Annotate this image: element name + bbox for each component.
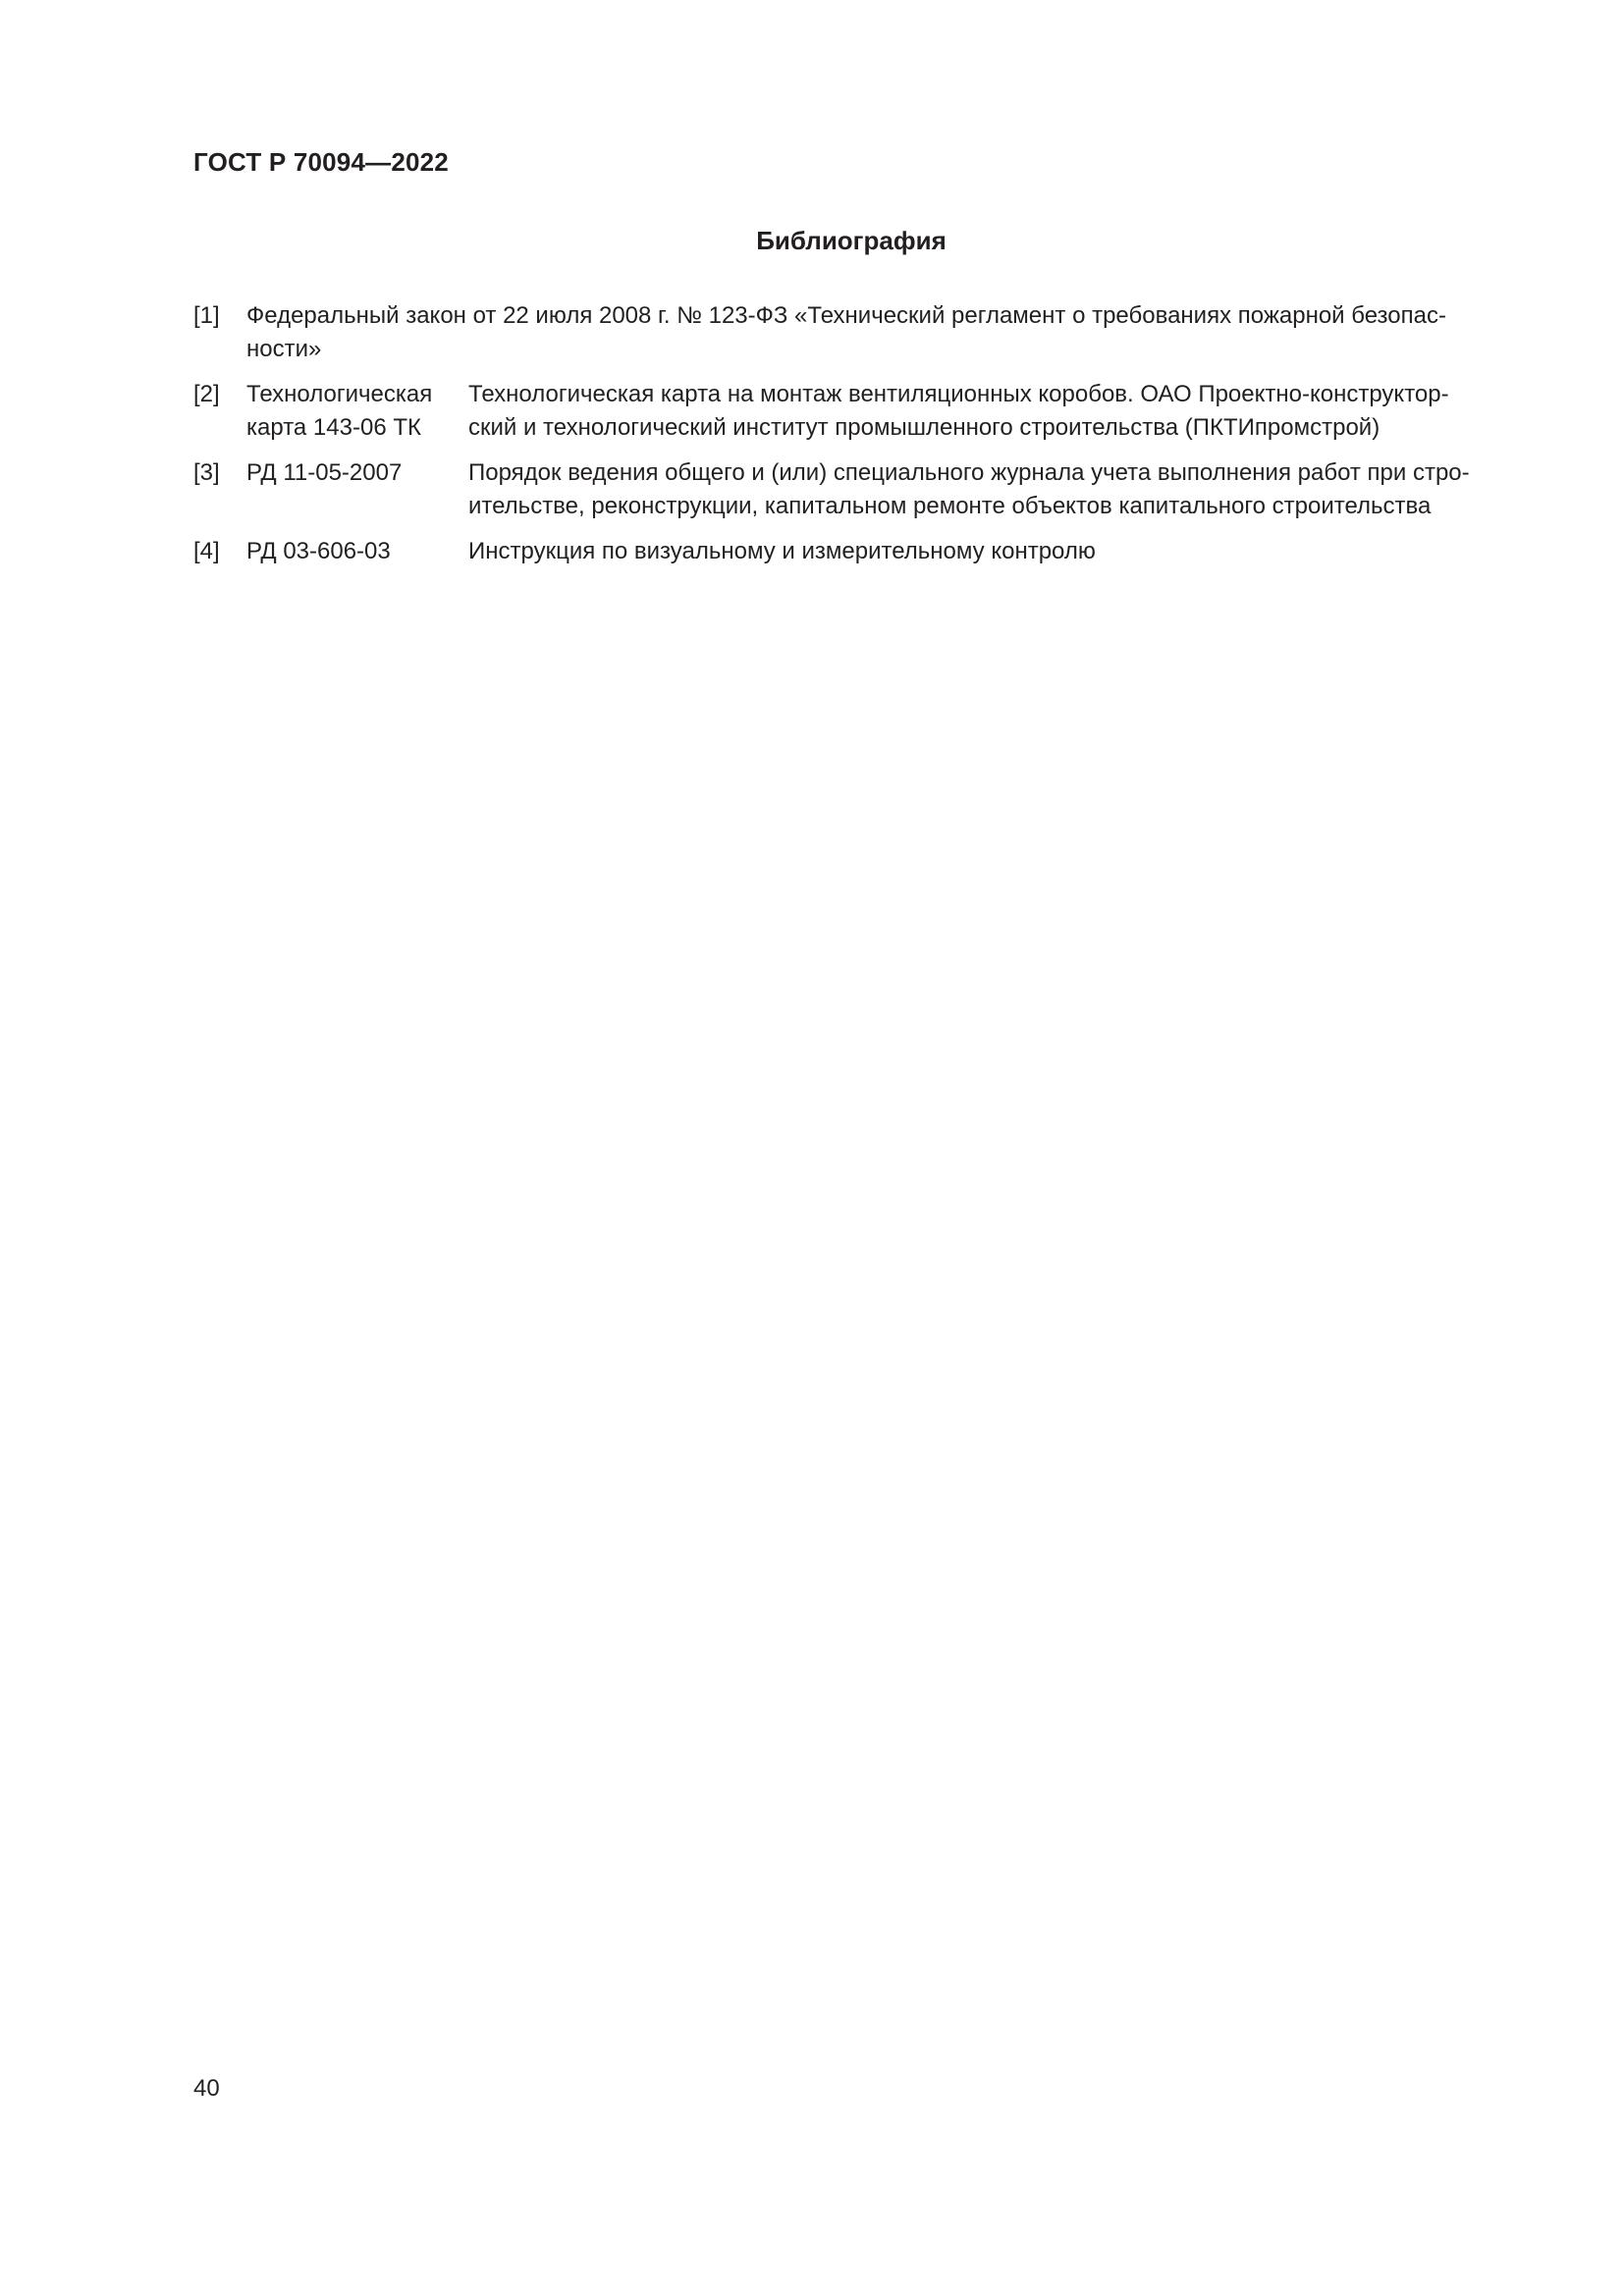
entry-doc-line: РД 03-606-03	[246, 538, 391, 564]
entry-title	[468, 378, 1511, 445]
section-title: Библиография	[756, 226, 947, 255]
entry-title-line: Порядок ведения общего и (или) специального журнала учета выполнения работ при стро-	[468, 459, 1470, 486]
bibliography-entry-3	[193, 456, 1511, 523]
bibliography-entry-1	[193, 299, 1511, 366]
entry-title-line: Технологическая карта на монтаж вентиляционных коробов. ОАО Проектно-конструктор-	[468, 381, 1449, 407]
entry-title-line: ности»	[246, 336, 322, 362]
entry-title	[246, 299, 1511, 366]
document-header: ГОСТ Р 70094—2022	[193, 147, 449, 177]
entry-doc-line: РД 11-05-2007	[246, 459, 403, 486]
entry-document-code	[246, 535, 468, 568]
entry-document-code	[246, 456, 468, 523]
entry-title-line: ский и технологический институт промышленного строительства (ПКТИпромстрой)	[468, 414, 1380, 441]
entry-document-code	[246, 378, 468, 445]
entry-title-line: Инструкция по визуальному и измерительному контролю	[468, 538, 1096, 564]
entry-doc-line: Технологическая	[246, 381, 433, 407]
bibliography-list	[193, 299, 1511, 580]
entry-number: [2]	[193, 381, 220, 407]
entry-number: [4]	[193, 538, 220, 564]
entry-title-line: Федеральный закон от 22 июля 2008 г. № 123-ФЗ «Технический регламент о требованиях пожарной безопас-	[246, 302, 1446, 329]
entry-title	[468, 535, 1511, 568]
entry-title	[468, 456, 1511, 523]
bibliography-entry-2	[193, 378, 1511, 445]
entry-number: [1]	[193, 302, 220, 329]
bibliography-entry-4	[193, 535, 1511, 568]
entry-number: [3]	[193, 459, 220, 486]
page-number: 40	[193, 2075, 220, 2102]
entry-doc-line: карта 143-06 ТК	[246, 414, 421, 441]
entry-title-line: ительстве, реконструкции, капитальном ремонте объектов капитального строительства	[468, 493, 1432, 519]
